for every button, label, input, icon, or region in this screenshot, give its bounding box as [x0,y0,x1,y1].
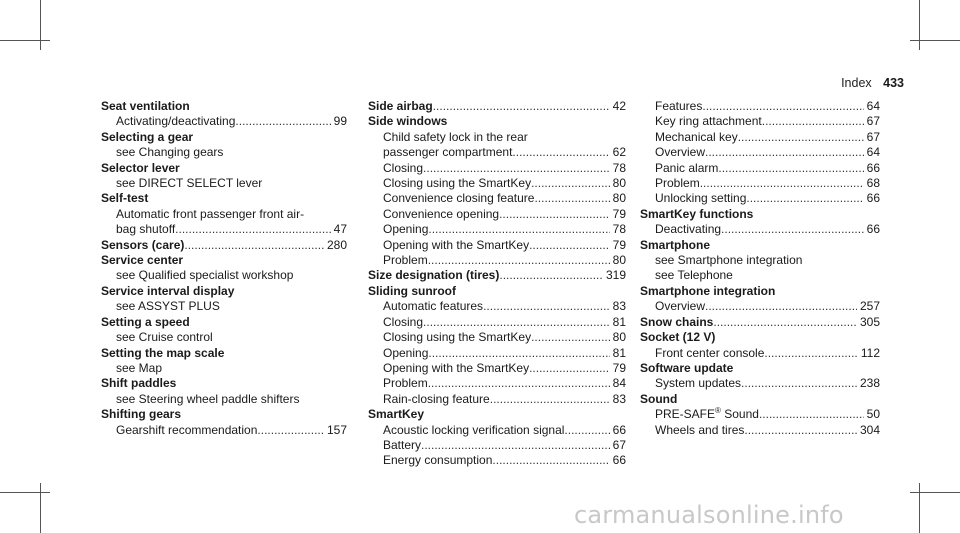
subentry-text: see Telephone [655,268,733,283]
page-ref[interactable]: 83 [612,391,626,406]
entry-heading: Software update [640,360,734,375]
entry-heading: Seat ventilation [101,99,190,113]
index-subentry[interactable] [368,361,626,376]
subentry-text: Unlocking setting [655,191,747,206]
subentry-text: Mechanical key [655,129,738,144]
subentry-text: Problem [655,176,700,191]
subentry-text: Front center console [655,345,765,360]
index-entry[interactable] [101,238,347,253]
subentry-text: see ASSYST PLUS [116,299,220,314]
page-ref[interactable]: 319 [605,268,626,283]
dot-leader [423,161,610,176]
page-ref[interactable]: 80 [612,330,626,345]
page-ref[interactable]: 67 [866,129,880,144]
page-ref[interactable]: 64 [866,145,880,160]
index-subentry[interactable] [368,253,626,268]
index-subentry [101,207,347,222]
index-subentry[interactable] [640,423,880,438]
entry-heading: Side windows [368,114,448,129]
subentry-text: bag shutoff [116,222,176,237]
index-subentry [101,145,347,160]
dot-leader [421,438,610,453]
index-subentry [101,330,347,345]
index-subentry [101,176,347,191]
index-subentry[interactable] [640,376,880,391]
entry-heading: Sound [640,391,678,406]
subentry-text: Overview [655,145,706,160]
index-entry [101,130,347,145]
index-subentry[interactable] [368,176,626,191]
dot-leader [428,346,609,361]
page-ref[interactable]: 66 [612,422,626,437]
entry-heading: Snow chains [640,314,714,329]
subentry-text: Closing using the SmartKey [383,176,532,191]
index-entry[interactable] [640,315,880,330]
page-ref[interactable]: 80 [612,253,626,268]
dot-leader [235,114,330,129]
subentry-text: Acoustic locking verification signal [383,422,565,437]
index-subentry [640,253,880,268]
dot-leader [718,161,863,176]
index-entry [640,330,880,345]
page-ref[interactable]: 68 [866,176,880,191]
index-entry [640,207,880,222]
index-subentry[interactable] [368,376,626,391]
subentry-text: Closing using the SmartKey [383,330,532,345]
page-ref[interactable]: 67 [612,437,626,452]
index-subentry[interactable] [368,222,626,237]
crop-mark [910,40,960,41]
index-subentry[interactable] [368,299,626,314]
index-subentry [368,130,626,145]
dot-leader [483,299,610,314]
subentry-text: Automatic features [383,299,484,314]
page-ref[interactable]: 79 [612,360,626,375]
dot-leader [744,423,857,438]
page-ref[interactable]: 47 [333,222,347,237]
entry-heading: Selecting a gear [101,129,194,144]
page-ref[interactable]: 67 [866,114,880,129]
dot-leader [713,315,857,330]
page-ref[interactable]: 78 [612,222,626,237]
entry-heading: Sliding sunroof [368,283,456,298]
entry-heading: Smartphone [640,237,711,252]
crop-mark [40,483,41,533]
subentry-text: Convenience opening [383,206,500,221]
entry-heading: SmartKey [368,407,425,422]
page-ref[interactable]: 280 [326,237,347,252]
entry-heading: Shifting gears [101,407,182,422]
page-ref[interactable]: 257 [859,299,880,314]
entry-heading: Service interval display [101,283,235,298]
page-ref[interactable]: 99 [333,114,347,129]
index-subentry[interactable] [368,438,626,453]
index-subentry [101,361,347,376]
page-ref[interactable]: 62 [612,145,626,160]
subentry-text: see Steering wheel paddle shifters [116,391,300,406]
subentry-text: Opening with the SmartKey [383,360,530,375]
dot-leader [499,268,603,283]
index-subentry[interactable] [368,161,626,176]
dot-leader [702,99,863,114]
index-subentry[interactable] [640,161,880,176]
entry-heading: Smartphone integration [640,283,776,298]
index-column-3 [640,99,880,438]
page-ref[interactable]: 80 [612,176,626,191]
page-ref[interactable]: 79 [612,237,626,252]
page-ref[interactable]: 83 [612,299,626,314]
subentry-text: Overview [655,299,706,314]
dot-leader [534,191,609,206]
index-entry [101,407,347,422]
dot-leader [492,453,609,468]
dot-leader [257,423,324,438]
page-ref[interactable]: 42 [612,99,626,113]
subentry-text: see Map [116,360,163,375]
entry-heading: Setting the map scale [101,345,225,360]
index-subentry[interactable] [368,315,626,330]
dot-leader [428,222,609,237]
index-subentry[interactable] [640,114,880,129]
entry-heading: Self-test [101,191,149,206]
subentry-text: Opening [383,222,429,237]
crop-mark [40,0,41,50]
entry-heading: Selector lever [101,160,180,175]
page-ref[interactable]: 66 [866,160,880,175]
entry-heading: Size designation (tires) [368,268,500,283]
dot-leader [721,222,864,237]
index-subentry[interactable] [368,453,626,468]
page-ref[interactable]: 84 [612,376,626,391]
crop-mark [910,492,960,493]
dot-leader [423,315,610,330]
entry-heading: Sensors (care) [101,237,185,252]
index-subentry[interactable] [368,207,626,222]
dot-leader [175,222,330,237]
index-subentry [101,392,347,407]
subentry-text: passenger compartment [383,145,513,160]
page-ref[interactable]: 305 [859,314,880,329]
index-subentry[interactable] [101,222,347,237]
index-subentry[interactable] [368,423,626,438]
page-ref[interactable]: 157 [326,422,347,437]
dot-leader [428,376,610,391]
page-ref[interactable]: 81 [612,314,626,329]
page-ref[interactable]: 79 [612,206,626,221]
dot-leader [738,130,864,145]
subentry-text: Opening [383,345,429,360]
index-subentry[interactable] [640,346,880,361]
index-entry [101,346,347,361]
dot-leader [762,114,864,129]
index-subentry[interactable] [368,238,626,253]
index-column-2 [368,99,626,469]
index-subentry[interactable] [368,330,626,345]
dot-leader [512,145,609,160]
dot-leader [705,145,864,160]
crop-mark [0,40,50,41]
index-column-1 [101,99,347,438]
subentry-text: Gearshift recommendation [116,422,258,437]
index-entry [368,114,626,129]
subentry-text: see DIRECT SELECT lever [116,176,263,191]
dot-leader [529,238,610,253]
index-subentry[interactable] [640,222,880,237]
entry-heading: Service center [101,253,184,268]
index-entry [101,376,347,391]
subentry-text: System updates [655,376,742,391]
subentry-text: Closing [383,314,424,329]
index-entry[interactable] [368,99,626,114]
index-subentry[interactable] [640,99,880,114]
index-entry [101,99,347,114]
page-ref[interactable]: 81 [612,345,626,360]
dot-leader [741,376,857,391]
page-ref[interactable]: 50 [866,407,880,422]
index-subentry[interactable] [101,114,347,129]
subentry-text: Features [655,99,703,113]
index-entry [640,238,880,253]
dot-leader [428,253,610,268]
index-subentry [101,268,347,283]
page-ref[interactable]: 66 [866,222,880,237]
dot-leader [705,299,857,314]
subentry-text: Battery [383,437,422,452]
index-entry [368,407,626,422]
index-subentry[interactable] [640,407,880,422]
page-ref[interactable]: 78 [612,160,626,175]
crop-mark [919,0,920,50]
crop-mark [919,483,920,533]
index-entry [101,161,347,176]
subentry-text: Wheels and tires [655,422,745,437]
page-ref[interactable]: 112 [860,345,880,360]
dot-leader [759,407,864,422]
page-ref[interactable]: 80 [612,191,626,206]
entry-heading: Setting a speed [101,314,190,329]
subentry-text: Deactivating [655,222,722,237]
subentry-text: Problem [383,376,428,391]
subentry-text: Key ring attachment [655,114,762,129]
dot-leader [433,99,610,114]
dot-leader [564,423,609,438]
subentry-text: Rain-closing feature [383,391,490,406]
subentry-text: see Cruise control [116,330,213,345]
index-subentry[interactable] [368,145,626,160]
index-entry [640,284,880,299]
dot-leader [531,176,610,191]
index-entry [101,315,347,330]
subentry-text: Panic alarm [655,160,719,175]
dot-leader [184,238,324,253]
subentry-text: Closing [383,160,424,175]
subentry-text: Automatic front passenger front air- [116,206,305,221]
index-subentry[interactable] [640,176,880,191]
dot-leader [531,330,610,345]
page-header [841,76,904,90]
index-entry[interactable] [368,268,626,283]
index-entry [368,284,626,299]
index-entry [101,253,347,268]
subentry-text: see Smartphone integration [655,253,803,268]
dot-leader [490,392,610,407]
subentry-text: Energy consumption [383,453,493,468]
dot-leader [499,207,610,222]
crop-mark [0,492,50,493]
index-subentry[interactable] [101,423,347,438]
index-subentry[interactable] [368,392,626,407]
page-ref[interactable]: 66 [866,191,880,206]
index-entry [101,284,347,299]
index-subentry [101,299,347,314]
index-entry [640,361,880,376]
subentry-text: PRE-SAFE® Sound [655,406,759,422]
page-ref[interactable]: 238 [859,376,880,391]
subentry-text: Opening with the SmartKey [383,237,530,252]
index-subentry[interactable] [640,191,880,206]
page-ref[interactable]: 64 [866,99,880,113]
index-subentry[interactable] [640,145,880,160]
dot-leader [529,361,610,376]
watermark: carmanualsonline.info [574,501,844,529]
index-subentry [640,268,880,283]
dot-leader [764,346,857,361]
index-subentry[interactable] [640,130,880,145]
dot-leader [746,191,863,206]
index-subentry[interactable] [640,299,880,314]
dot-leader [700,176,864,191]
index-subentry[interactable] [368,346,626,361]
subentry-text: see Qualified specialist workshop [116,268,294,283]
subentry-text: see Changing gears [116,145,224,160]
index-subentry[interactable] [368,191,626,206]
subentry-text: Convenience closing feature [383,191,535,206]
page-ref[interactable]: 66 [612,453,626,468]
page-ref[interactable]: 304 [859,422,880,437]
page-number: 433 [883,76,904,90]
subentry-text: Child safety lock in the rear [383,129,528,144]
index-entry [101,191,347,206]
entry-heading: SmartKey functions [640,206,754,221]
subentry-text: Problem [383,253,428,268]
entry-heading: Socket (12 V) [640,330,716,345]
index-entry [640,392,880,407]
section-label: Index [841,76,872,90]
entry-heading: Shift paddles [101,376,177,391]
entry-heading: Side airbag [368,99,433,113]
subentry-text: Activating/deactivating [116,114,236,129]
